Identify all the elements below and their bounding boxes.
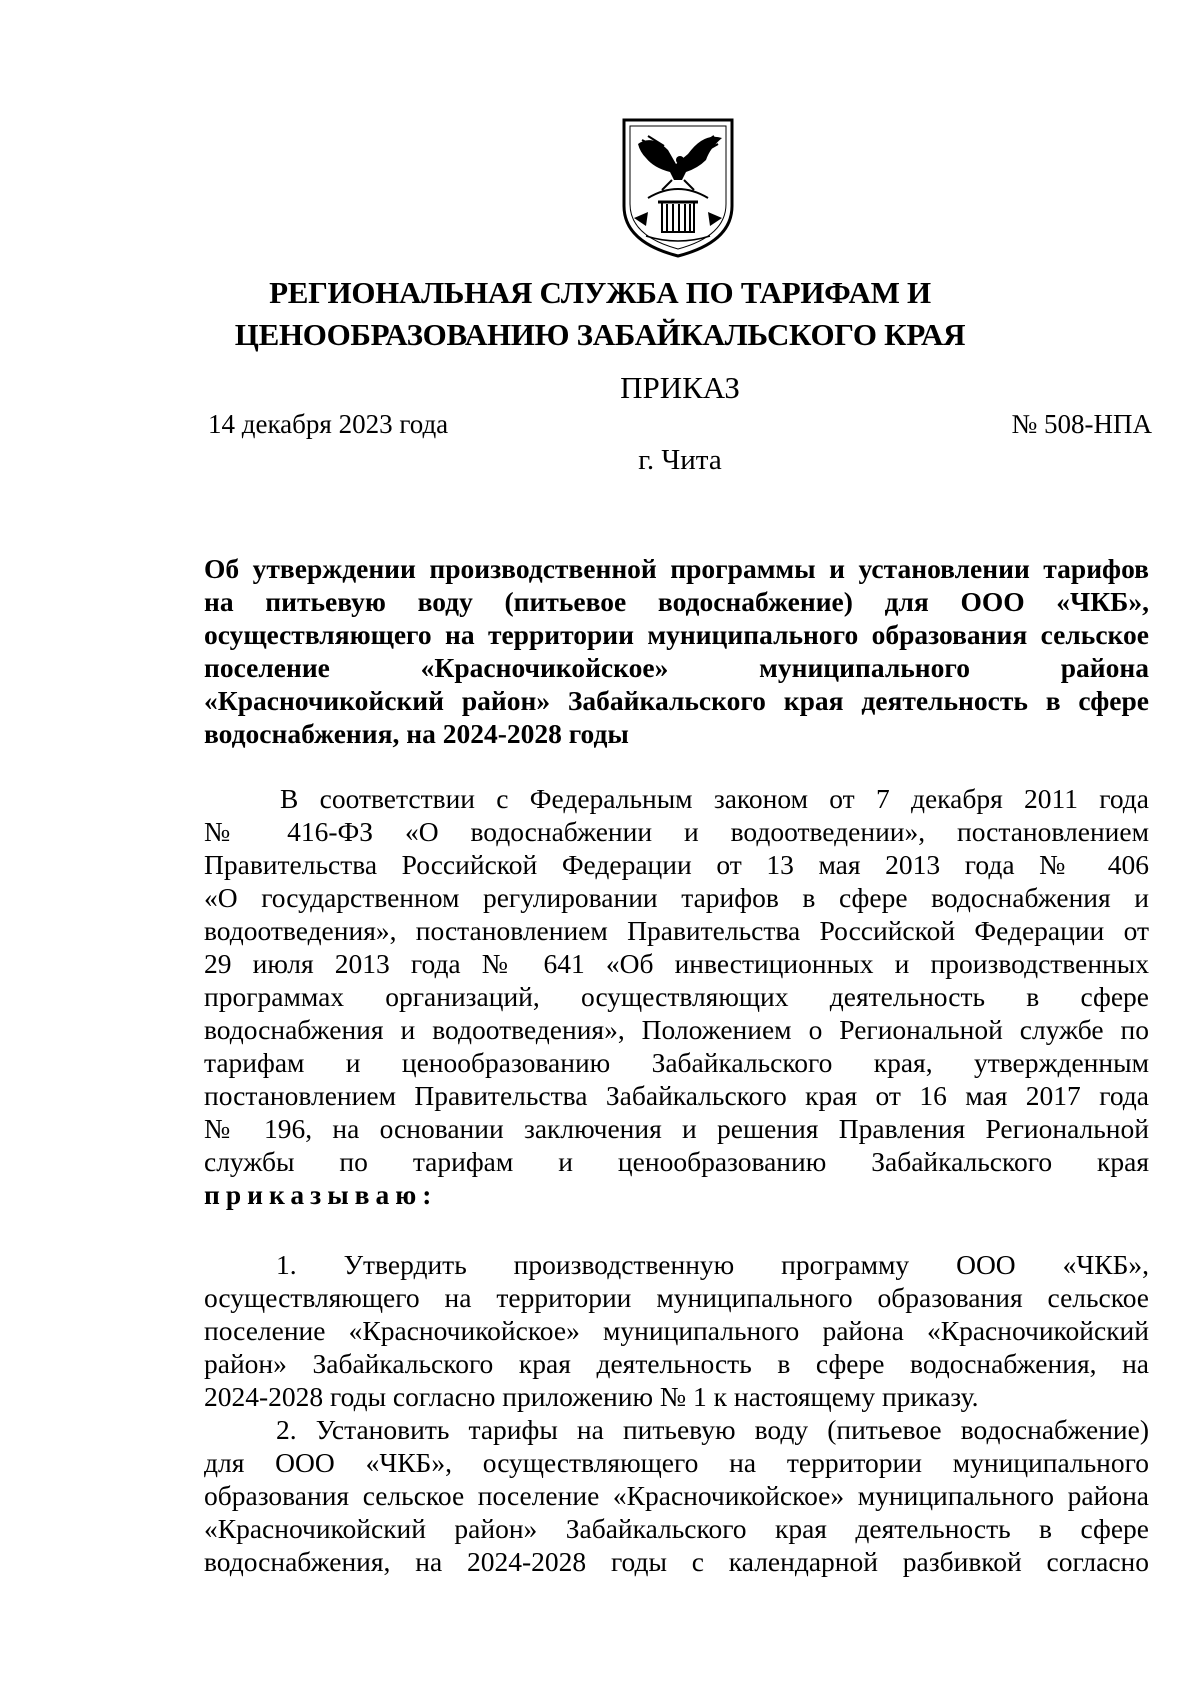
preamble-line: № 416-ФЗ «О водоснабжении и водоотведении», постановлением bbox=[204, 816, 1149, 847]
preamble-line: Правительства Российской Федерации от 13 мая 2013 года № 406 bbox=[204, 849, 1149, 880]
item-2-line: «Красночикойский район» Забайкальского края деятельность в сфере bbox=[204, 1513, 1149, 1544]
preamble-line: № 196, на основании заключения и решения Правления Региональной bbox=[204, 1113, 1149, 1144]
subject-line: поселение «Красночикойское» муниципального района bbox=[204, 652, 1149, 683]
preamble-line: службы по тарифам и ценообразованию Забайкальского края bbox=[204, 1146, 1149, 1177]
preamble-line: тарифам и ценообразованию Забайкальского края, утвержденным bbox=[204, 1047, 1149, 1078]
preamble-line: В соответствии с Федеральным законом от 7 декабря 2011 года bbox=[280, 783, 1149, 814]
item-1-line: 1. Утвердить производственную программу ООО «ЧКБ», bbox=[276, 1249, 1149, 1280]
subject-line: «Красночикойский район» Забайкальского края деятельность в сфере bbox=[204, 685, 1149, 716]
subject-line: водоснабжения, на 2024-2028 годы bbox=[204, 718, 629, 749]
preamble-line: 29 июля 2013 года № 641 «Об инвестиционных и производственных bbox=[204, 948, 1149, 979]
item-1-line: поселение «Красночикойское» муниципального района «Красночикойский bbox=[204, 1315, 1149, 1346]
item-1-line: 2024-2028 годы согласно приложению № 1 к настоящему приказу. bbox=[204, 1381, 979, 1412]
item-1-line: район» Забайкальского края деятельность в сфере водоснабжения, на bbox=[204, 1348, 1149, 1379]
agency-name-line-1: РЕГИОНАЛЬНАЯ СЛУЖБА ПО ТАРИФАМ И bbox=[269, 275, 931, 310]
item-2-line: для ООО «ЧКБ», осуществляющего на территории муниципального bbox=[204, 1447, 1149, 1478]
agency-name-line-2: ЦЕНООБРАЗОВАНИЮ ЗАБАЙКАЛЬСКОГО КРАЯ bbox=[234, 317, 966, 352]
item-2-paragraph bbox=[204, 1413, 1149, 1578]
preamble-line: «О государственном регулировании тарифов в сфере водоснабжения и bbox=[204, 882, 1149, 913]
preamble-line: программах организаций, осуществляющих деятельность в сфере bbox=[204, 981, 1149, 1012]
subject-line: Об утверждении производственной программы и установлении тарифов bbox=[204, 553, 1149, 584]
item-2-line: образования сельское поселение «Красночикойское» муниципального района bbox=[204, 1480, 1149, 1511]
document-type-title: ПРИКАЗ bbox=[620, 370, 740, 405]
item-2-line: водоснабжения, на 2024-2028 годы с календарной разбивкой согласно bbox=[204, 1546, 1149, 1577]
item-2-line: 2. Установить тарифы на питьевую воду (питьевое водоснабжение) bbox=[276, 1414, 1149, 1445]
coat-of-arms-emblem bbox=[618, 114, 738, 262]
subject-line: осуществляющего на территории муниципального образования сельское bbox=[204, 619, 1149, 650]
subject-line: на питьевую воду (питьевое водоснабжение) для ООО «ЧКБ», bbox=[204, 586, 1149, 617]
item-1-line: осуществляющего на территории муниципального образования сельское bbox=[204, 1282, 1149, 1313]
preamble-paragraph bbox=[204, 782, 1149, 1211]
order-date: 14 декабря 2023 года bbox=[208, 409, 449, 439]
order-directive-word: приказываю: bbox=[204, 1179, 438, 1210]
preamble-line: постановлением Правительства Забайкальского края от 16 мая 2017 года bbox=[204, 1080, 1149, 1111]
preamble-line: водоснабжения и водоотведения», Положением о Региональной службе по bbox=[204, 1014, 1149, 1045]
order-subject bbox=[204, 552, 1149, 750]
order-city: г. Чита bbox=[638, 444, 722, 476]
item-1-paragraph bbox=[204, 1248, 1149, 1413]
order-number: № 508-НПА bbox=[1011, 409, 1152, 439]
preamble-line: водоотведения», постановлением Правительства Российской Федерации от bbox=[204, 915, 1149, 946]
